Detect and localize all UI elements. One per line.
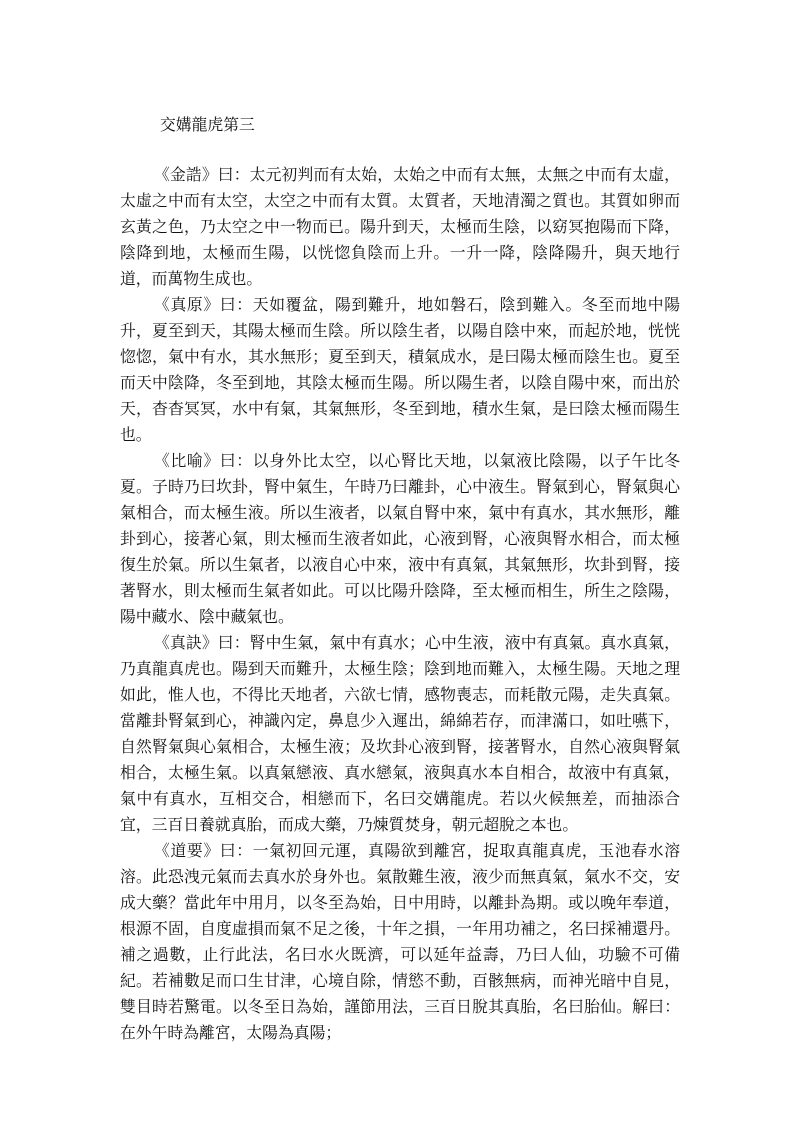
source-title: 《比喻》: [154, 451, 220, 470]
paragraph-zhenjue: [120, 630, 680, 838]
paragraph-text: 曰：太元初判而有太始，太始之中而有太無，太無之中而有太虛，太虛之中而有太空，太空之中而有太質。太質者，天地清濁之質也。其質如卵而玄黃之色，乃太空之中一物而已。陽升到天，太極而生陰，以窈冥抱陽而下降，陰降到地，太極而生陽，以恍惚負陰而上升。一升一降，陰降陽升，與天地行道，而萬物生成也。: [120, 165, 680, 288]
source-title: 《金誥》: [154, 165, 218, 184]
paragraph-zhenyuan: [120, 292, 680, 448]
paragraph-text: 曰：腎中生氣，氣中有真水；心中生液，液中有真氣。真水真氣，乃真龍真虎也。陽到天而難升，太極生陰；陰到地而難入，太極生陽。天地之理如此，惟人也，不得比天地者，六欲七情，感物喪志，而耗散元陽，走失真氣。當離卦腎氣到心，神識內定，鼻息少入遲出，綿綿若存，而津滿口，如吐嚥下，自然腎氣與心氣相合，太極生液；及坎卦心液到腎，接著腎水，自然心液與腎氣相合，太極生氣。以真氣戀液、真水戀氣，液與真水本自相合，故液中有真氣，氣中有真水，互相交合，相戀而下，名曰交媾龍虎。若以火候無差，而抽添合宜，三百日養就真胎，而成大藥，乃煉質焚身，朝元超脫之本也。: [120, 633, 680, 834]
source-title: 《真原》: [154, 295, 220, 314]
document-page: [120, 112, 680, 1046]
paragraph-text: 曰：天如覆盆，陽到難升，地如磐石，陰到難入。冬至而地中陽升，夏至到天，其陽太極而生陰。所以陰生者，以陽自陰中來，而起於地，恍恍惚惚，氣中有水，其水無形；夏至到天，積氣成水，是曰陽太極而陰生也。夏至而天中陰降，冬至到地，其陰太極而生陽。所以陽生者，以陰自陽中來，而出於天，杳杳冥冥，水中有氣，其氣無形，冬至到地，積水生氣，是曰陰太極而陽生也。: [120, 295, 680, 444]
paragraph-text: 曰：以身外比太空，以心腎比天地，以氣液比陰陽，以子午比冬夏。子時乃曰坎卦，腎中氣生，午時乃曰離卦，心中液生。腎氣到心，腎氣與心氣相合，而太極生液。所以生液者，以氣自腎中來，氣中有真水，其水無形，離卦到心，接著心氣，則太極而生液者如此，心液到腎，心液與腎水相合，而太極復生於氣。所以生氣者，以液自心中來，液中有真氣，其氣無形，坎卦到腎，接著腎水，則太極而生氣者如此。可以比陽升陰降，至太極而相生，所生之陰陽，陽中藏水、陰中藏氣也。: [120, 451, 680, 626]
paragraph-jingao: [120, 162, 680, 292]
source-title: 《道要》: [154, 841, 220, 860]
paragraph-text: 曰：一氣初回元運，真陽欲到離宮，捉取真龍真虎，玉池春水溶溶。此恐洩元氣而去真水於身外也。氣散難生液，液少而無真氣，氣水不交，安成大藥？當此年中用月，以冬至為始，日中用時，以離卦為期。或以晚年奉道，根源不固，自度虛損而氣不足之後，十年之損，一年用功補之，名曰採補還丹。補之過數，止行此法，名曰水火既濟，可以延年益壽，乃曰人仙，功驗不可備紀。若補數足而口生甘津，心境自除，情慾不動，百骸無病，而神光暗中自見，雙目時若驚電。以冬至日為始，謹節用法，三百日脫其真胎，名曰胎仙。解曰：在外午時為離宮，太陽為真陽；: [120, 841, 680, 1042]
paragraph-daoyao: [120, 838, 680, 1046]
chapter-title: 交媾龍虎第三: [160, 115, 255, 134]
source-title: 《真訣》: [154, 633, 218, 652]
paragraph-biyu: [120, 448, 680, 630]
